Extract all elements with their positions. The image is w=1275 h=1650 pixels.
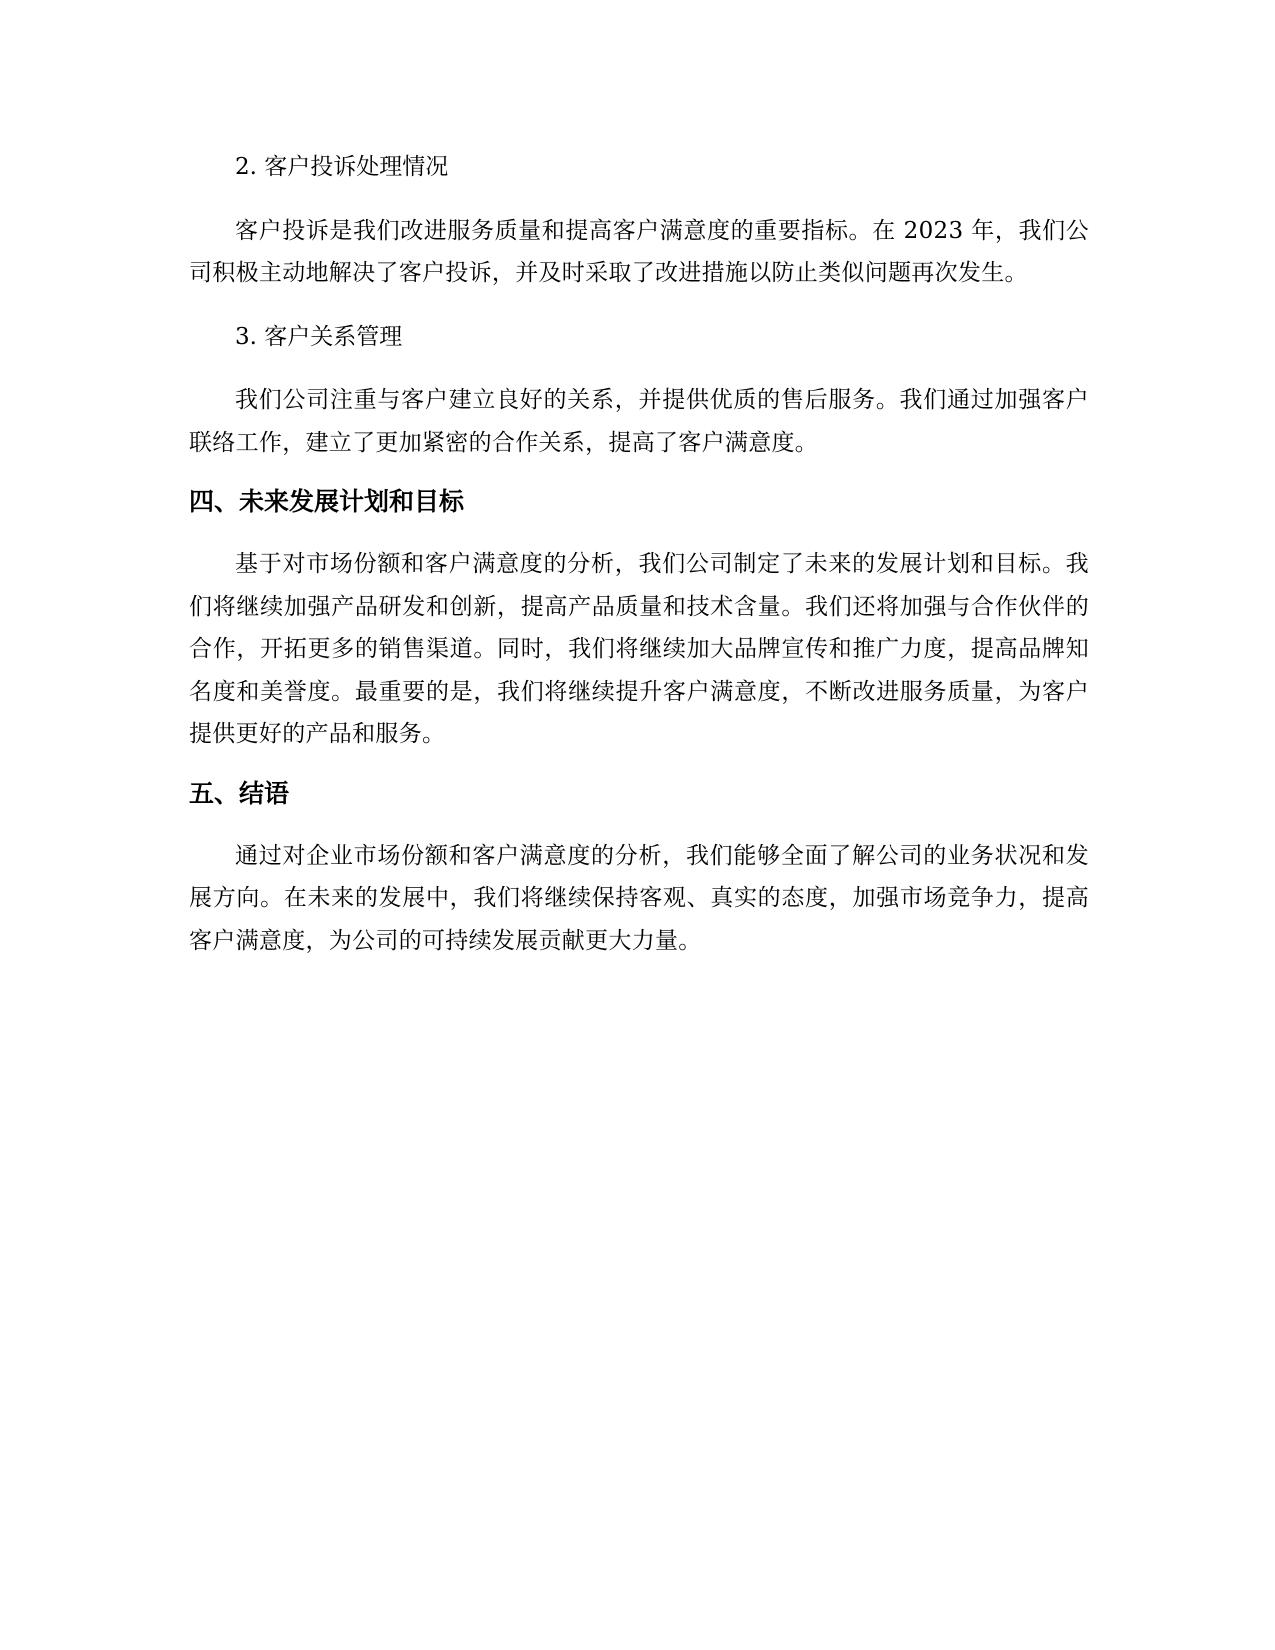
- paragraph-complaints: 客户投诉是我们改进服务质量和提高客户满意度的重要指标。在 2023 年，我们公司积极主动地解决了客户投诉，并及时采取了改进措施以防止类似问题再次发生。: [189, 217, 1089, 286]
- document-body: [189, 146, 1089, 962]
- subsection-title-complaints: 2. 客户投诉处理情况: [235, 154, 449, 180]
- section-heading-future-plan: 四、未来发展计划和目标: [189, 487, 465, 516]
- paragraph-relationship: 我们公司注重与客户建立良好的关系，并提供优质的售后服务。我们通过加强客户联络工作，建立了更加紧密的合作关系，提高了客户满意度。: [189, 387, 1089, 456]
- paragraph-future-plan: 基于对市场份额和客户满意度的分析，我们公司制定了未来的发展计划和目标。我们将继续加强产品研发和创新，提高产品质量和技术含量。我们还将加强与合作伙伴的合作，开拓更多的销售渠道。同时，我们将继续加大品牌宣传和推广力度，提高品牌知名度和美誉度。最重要的是，我们将继续提升客户满意度，不断改进服务质量，为客户提供更好的产品和服务。: [189, 551, 1089, 747]
- section-heading-conclusion: 五、结语: [189, 778, 290, 808]
- subsection-title-relationship: 3. 客户关系管理: [235, 323, 403, 350]
- paragraph-conclusion: 通过对企业市场份额和客户满意度的分析，我们能够全面了解公司的业务状况和发展方向。在未来的发展中，我们将继续保持客观、真实的态度，加强市场竞争力，提高客户满意度，为公司的可持续发展贡献更大力量。: [189, 842, 1089, 954]
